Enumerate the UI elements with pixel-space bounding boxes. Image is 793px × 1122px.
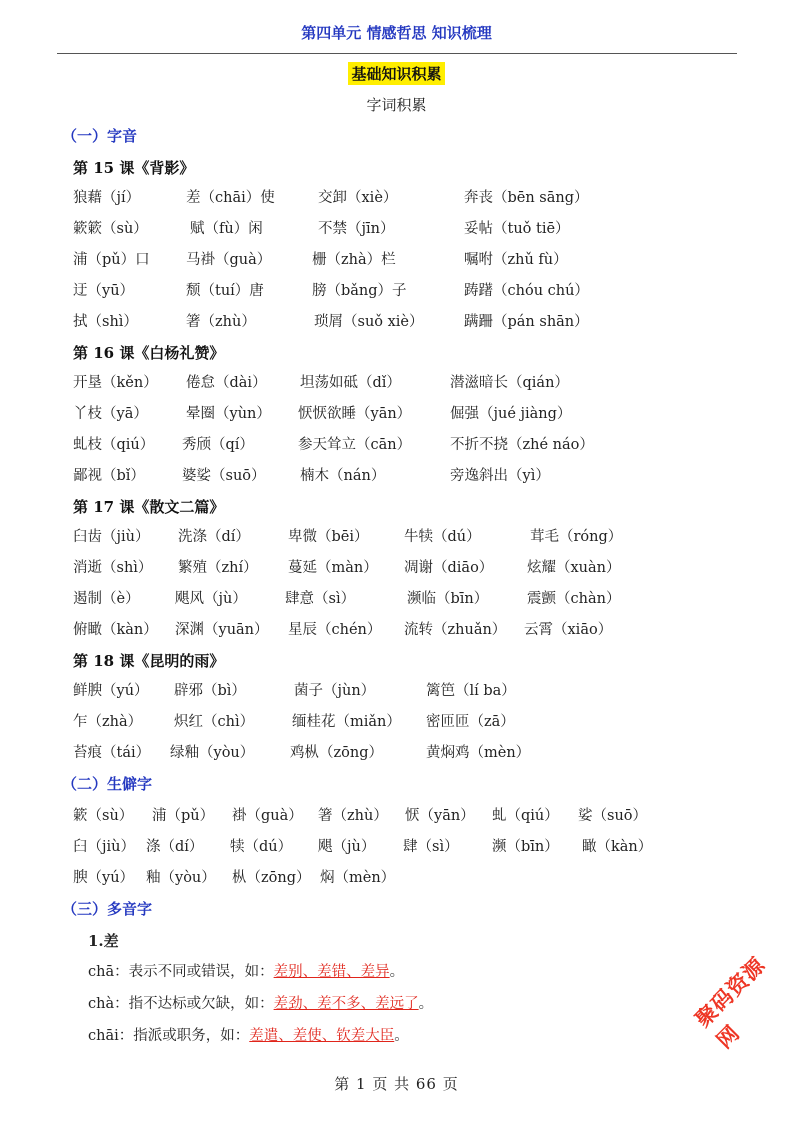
word-item: 赋（fù）闲 xyxy=(190,221,263,237)
word-item: 浦（pǔ）口 xyxy=(73,252,150,268)
char-item: 娑（suō） xyxy=(578,808,648,824)
word-item: 卑微（bēi） xyxy=(288,529,369,545)
word-item: 密匝匝（zā） xyxy=(426,714,515,730)
char-item: 肆（sì） xyxy=(403,839,459,855)
word-item: 婆娑（suō） xyxy=(182,468,266,484)
word-item: 不折不挠（zhé náo） xyxy=(450,437,594,453)
char-item: 焖（mèn） xyxy=(320,870,396,886)
char-item: 犊（dú） xyxy=(230,839,293,855)
lesson-title: 第 17 课《散文二篇》 xyxy=(73,498,225,516)
word-item: 箸（zhù） xyxy=(186,314,256,330)
char-item: 恹（yān） xyxy=(405,808,475,824)
char-item: 褂（guà） xyxy=(232,808,303,824)
word-row xyxy=(0,709,793,740)
char-item: 虬（qiú） xyxy=(492,808,559,824)
char-item: 瞰（kàn） xyxy=(582,839,653,855)
char-item: 箸（zhù） xyxy=(318,808,388,824)
word-item: 臼齿（jiù） xyxy=(73,529,150,545)
word-item: 茸毛（róng） xyxy=(530,529,623,545)
char-item: 簌（sù） xyxy=(73,808,134,824)
word-item: 凋谢（diāo） xyxy=(404,560,494,576)
char-item: 飓（jù） xyxy=(318,839,376,855)
word-row xyxy=(0,586,793,617)
word-row xyxy=(0,678,793,709)
char-item: 臼（jiù） xyxy=(73,839,135,855)
char-item: 濒（bīn） xyxy=(492,839,559,855)
word-row xyxy=(0,278,793,309)
word-item: 肆意（sì） xyxy=(285,591,356,607)
word-item: 虬枝（qiú） xyxy=(73,437,155,453)
word-item: 乍（zhà） xyxy=(73,714,143,730)
page-header: 第四单元 情感哲思 知识梳理 xyxy=(301,24,492,42)
word-item: 潜滋暗长（qián） xyxy=(450,375,569,391)
char-item: 涤（dí） xyxy=(146,839,204,855)
definition-text: chā：表示不同或错误，如： xyxy=(88,964,274,980)
word-row xyxy=(0,247,793,278)
char-row xyxy=(0,803,793,834)
word-item: 遏制（è） xyxy=(73,591,140,607)
char-item: 釉（yòu） xyxy=(146,870,216,886)
word-item: 嘱咐（zhǔ fù） xyxy=(464,252,568,268)
definition-end: 。 xyxy=(389,964,405,980)
word-item: 秀颀（qí） xyxy=(182,437,254,453)
section-heading-rare-characters: （二）生僻字 xyxy=(62,775,153,793)
word-item: 黄焖鸡（mèn） xyxy=(426,745,531,761)
word-row xyxy=(0,740,793,771)
word-item: 踌躇（chóu chú） xyxy=(464,283,589,299)
word-item: 坦荡如砥（dǐ） xyxy=(300,375,401,391)
header-rule xyxy=(57,53,737,54)
word-item: 奔丧（bēn sāng） xyxy=(464,190,589,206)
lesson-title: 第 16 课《白杨礼赞》 xyxy=(73,344,225,362)
word-item: 丫枝（yā） xyxy=(73,406,148,422)
word-item: 篱笆（lí ba） xyxy=(426,683,516,699)
word-item: 俯瞰（kàn） xyxy=(73,622,158,638)
word-item: 簌簌（sù） xyxy=(73,221,148,237)
definition-line xyxy=(0,959,793,991)
title-wrap xyxy=(0,62,793,85)
word-item: 绿釉（yòu） xyxy=(170,745,255,761)
word-row xyxy=(0,555,793,586)
word-item: 差（chāi）使 xyxy=(186,190,275,206)
word-row xyxy=(0,463,793,494)
word-item: 旁逸斜出（yì） xyxy=(450,468,550,484)
char-item: 浦（pǔ） xyxy=(152,808,215,824)
word-item: 飓风（jù） xyxy=(175,591,247,607)
definition-end: 。 xyxy=(418,996,434,1012)
definition-line xyxy=(0,991,793,1023)
word-item: 深渊（yuān） xyxy=(175,622,269,638)
word-item: 狼藉（jí） xyxy=(73,190,141,206)
word-row xyxy=(0,432,793,463)
definition-text: chà：指不达标或欠缺，如： xyxy=(88,996,274,1012)
example-words: 差别、差错、差异 xyxy=(273,964,390,980)
word-item: 蹒跚（pán shān） xyxy=(464,314,589,330)
word-item: 菌子（jùn） xyxy=(294,683,376,699)
word-item: 参天耸立（cān） xyxy=(298,437,412,453)
word-item: 马褂（guà） xyxy=(186,252,272,268)
word-row xyxy=(0,524,793,555)
word-row xyxy=(0,401,793,432)
word-item: 苔痕（tái） xyxy=(73,745,151,761)
word-item: 蔓延（màn） xyxy=(288,560,378,576)
word-item: 牛犊（dú） xyxy=(404,529,481,545)
word-item: 鸡枞（zōng） xyxy=(290,745,383,761)
word-item: 倔强（jué jiàng） xyxy=(450,406,572,422)
word-item: 辟邪（bì） xyxy=(174,683,246,699)
polyphonic-character: 1.差 xyxy=(88,932,119,950)
word-item: 缅桂花（miǎn） xyxy=(292,714,401,730)
char-item: 枞（zōng） xyxy=(232,870,311,886)
word-item: 震颤（chàn） xyxy=(527,591,621,607)
word-item: 拭（shì） xyxy=(73,314,138,330)
word-item: 开垦（kěn） xyxy=(73,375,158,391)
word-item: 栅（zhà）栏 xyxy=(312,252,396,268)
page-footer: 第 1 页 共 66 页 xyxy=(334,1075,459,1093)
word-item: 倦怠（dài） xyxy=(186,375,267,391)
word-item: 膀（bǎng）子 xyxy=(312,283,407,299)
word-item: 迂（yū） xyxy=(73,283,135,299)
word-item: 交卸（xiè） xyxy=(318,190,398,206)
word-item: 繁殖（zhí） xyxy=(178,560,258,576)
word-row xyxy=(0,617,793,648)
word-item: 濒临（bīn） xyxy=(407,591,489,607)
word-item: 炽红（chì） xyxy=(174,714,255,730)
example-words: 差遣、差使、钦差大臣 xyxy=(249,1028,395,1044)
example-words: 差劲、差不多、差远了 xyxy=(273,996,419,1012)
word-item: 楠木（nán） xyxy=(300,468,386,484)
section-heading-polyphonic: （三）多音字 xyxy=(62,900,153,918)
word-item: 云霄（xiāo） xyxy=(524,622,613,638)
word-item: 晕圈（yùn） xyxy=(186,406,271,422)
page-subtitle: 字词积累 xyxy=(366,96,427,114)
lesson-title: 第 18 课《昆明的雨》 xyxy=(73,652,225,670)
word-item: 流转（zhuǎn） xyxy=(404,622,507,638)
word-item: 鲜腴（yú） xyxy=(73,683,149,699)
char-row xyxy=(0,834,793,865)
content xyxy=(0,123,793,1055)
definition-line xyxy=(0,1023,793,1055)
section-heading-pronunciation: （一）字音 xyxy=(62,127,138,145)
definition-end: 。 xyxy=(394,1028,409,1044)
word-item: 颓（tuí）唐 xyxy=(186,283,264,299)
watermark: 聚码资源网 xyxy=(690,952,771,1054)
word-row xyxy=(0,216,793,247)
char-row xyxy=(0,865,793,896)
page-title: 基础知识积累 xyxy=(348,62,444,85)
char-item: 腴（yú） xyxy=(73,870,135,886)
word-item: 洗涤（dí） xyxy=(178,529,250,545)
word-row xyxy=(0,309,793,340)
word-item: 妥帖（tuǒ tiē） xyxy=(464,221,570,237)
word-item: 琐屑（suǒ xiè） xyxy=(314,314,424,330)
word-item: 星辰（chén） xyxy=(288,622,382,638)
word-item: 鄙视（bǐ） xyxy=(73,468,145,484)
word-item: 消逝（shì） xyxy=(73,560,153,576)
lesson-title: 第 15 课《背影》 xyxy=(73,159,195,177)
word-row xyxy=(0,185,793,216)
word-item: 不禁（jīn） xyxy=(318,221,395,237)
word-item: 恹恹欲睡（yān） xyxy=(298,406,412,422)
definition-text: chāi：指派或职务，如： xyxy=(88,1028,250,1044)
word-item: 炫耀（xuàn） xyxy=(527,560,621,576)
word-row xyxy=(0,370,793,401)
